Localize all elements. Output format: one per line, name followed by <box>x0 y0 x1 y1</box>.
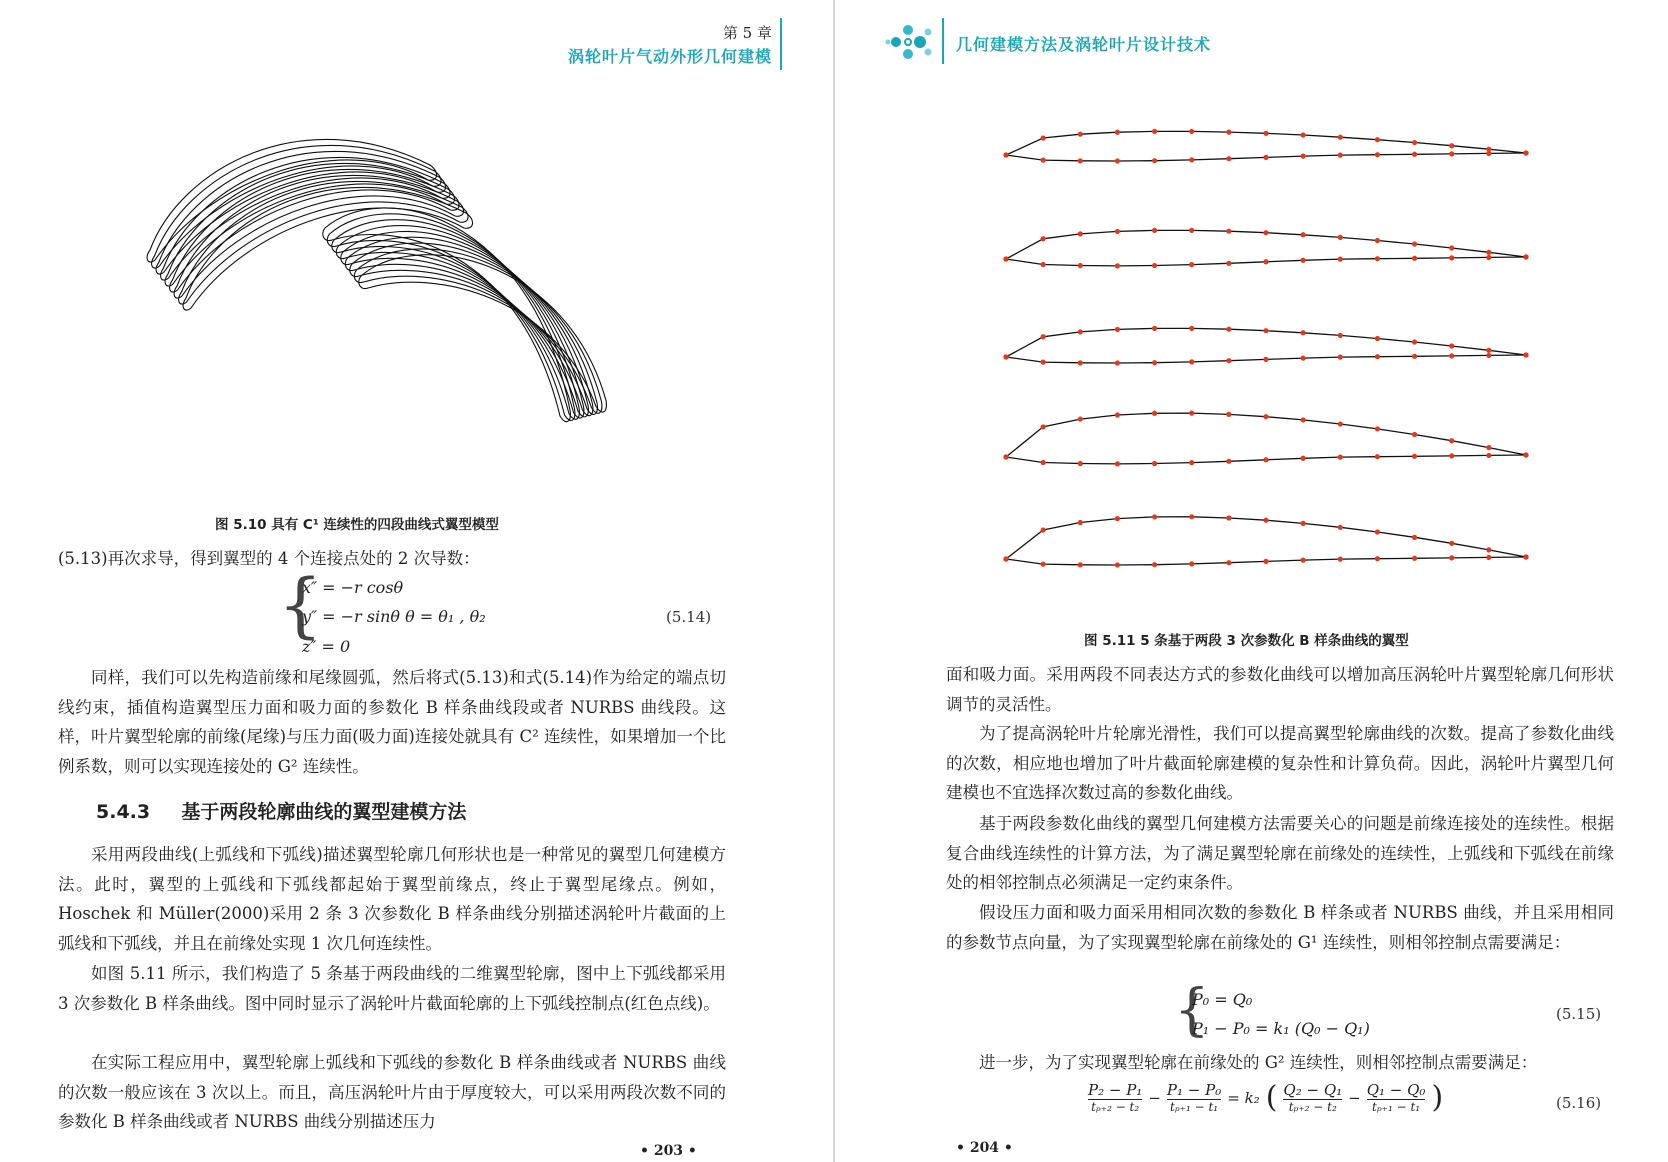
eq-5-15-line2: P₁ − P₀ = k₁ (Q₀ − Q₁) <box>1192 1019 1370 1038</box>
eq-5-16-equals: = k₂ <box>1227 1088 1260 1107</box>
control-point <box>1449 453 1454 458</box>
control-point <box>1003 256 1008 261</box>
control-point <box>1375 454 1380 459</box>
control-point <box>1301 232 1306 237</box>
page-number: • 204 • <box>956 1140 1013 1156</box>
eq-5-15-line1: P₀ = Q₀ <box>1192 990 1253 1009</box>
control-point <box>1412 432 1417 437</box>
control-point <box>1301 456 1306 461</box>
control-point <box>1338 257 1343 262</box>
control-point <box>1263 155 1268 160</box>
control-point <box>1003 152 1008 157</box>
control-point <box>1041 262 1046 267</box>
eq-5-16: P₂ − P₁ tₚ₊₂ − t₂ − P₁ − P₀ tₚ₊₁ − t₁ = k₂ ( Q₂ − Q₁ tₚ₊₂ − t₂ − Q₁ − Q₀ tₚ₊₁ − t₁ ) <box>1088 1080 1444 1115</box>
eq-5-16-frac3-den: tₚ₊₂ − t₂ <box>1283 1099 1342 1114</box>
control-point <box>1338 525 1343 530</box>
control-point <box>1486 445 1491 450</box>
control-point <box>1078 231 1083 236</box>
eq-brace: { <box>278 564 323 646</box>
control-point <box>1263 559 1268 564</box>
header-title: 涡轮叶片气动外形几何建模 <box>567 47 772 66</box>
control-point <box>1189 561 1194 566</box>
header-chapter: 第 5 章 <box>722 24 772 42</box>
eq-5-16-minus: − <box>1148 1088 1161 1107</box>
control-point <box>1041 135 1046 140</box>
control-point <box>1486 453 1491 458</box>
blade-profile-lower <box>323 208 571 422</box>
airfoil-upper-curve <box>1006 517 1526 559</box>
control-point <box>1301 132 1306 137</box>
control-point <box>1338 333 1343 338</box>
control-point <box>1412 339 1417 344</box>
right-page <box>836 0 1668 1162</box>
control-point <box>1375 152 1380 157</box>
control-point <box>1523 254 1528 259</box>
control-point <box>1115 516 1120 521</box>
control-point <box>1338 421 1343 426</box>
control-point <box>1449 255 1454 260</box>
control-point <box>1152 129 1157 134</box>
eq-5-15-number: (5.15) <box>1556 1005 1602 1023</box>
eq-5-16-frac2-den: tₚ₊₁ − t₁ <box>1167 1099 1221 1114</box>
control-point <box>1226 412 1231 417</box>
control-point <box>1003 556 1008 561</box>
blade-profile-lower <box>350 243 598 414</box>
eq-5-16-frac1-num: P₂ − P₁ <box>1088 1081 1143 1099</box>
page-number: • 203 • <box>640 1143 697 1159</box>
section-heading <box>96 797 466 824</box>
eq-5-16-frac4-num: Q₁ − Q₀ <box>1366 1081 1426 1099</box>
control-point <box>1375 529 1380 534</box>
control-point <box>1226 459 1231 464</box>
control-point <box>1263 414 1268 419</box>
eq-5-16-number: (5.16) <box>1556 1094 1602 1112</box>
control-point <box>1189 359 1194 364</box>
paragraph: 面和吸力面。采用两段不同表达方式的参数化曲线可以增加高压涡轮叶片翼型轮廓几何形状调节的灵活性。 <box>946 665 1614 714</box>
control-point <box>1449 353 1454 358</box>
figure-5-10 <box>140 110 640 500</box>
control-point <box>1152 158 1157 163</box>
control-point <box>1449 438 1454 443</box>
control-point <box>1263 328 1268 333</box>
control-point <box>1301 558 1306 563</box>
control-point <box>1226 327 1231 332</box>
control-point <box>1078 329 1083 334</box>
control-point <box>1375 556 1380 561</box>
section-number: 5.4.3 <box>96 801 151 823</box>
control-point <box>1041 527 1046 532</box>
control-point <box>1449 343 1454 348</box>
control-point <box>1078 520 1083 525</box>
control-point <box>1152 411 1157 416</box>
control-point <box>1263 230 1268 235</box>
eq-5-14-line3: z″ = 0 <box>302 637 351 656</box>
figure-5-11-caption: 图 5.11 5 条基于两段 3 次参数化 B 样条曲线的翼型 <box>1084 633 1409 649</box>
control-point <box>1152 562 1157 567</box>
control-point <box>1078 360 1083 365</box>
control-point <box>1338 557 1343 562</box>
control-point <box>1189 326 1194 331</box>
control-point <box>1226 130 1231 135</box>
paragraph: 同样，我们可以先构造前缘和尾缘圆弧，然后将式(5.13)和式(5.14)作为给定的端点切线约束，插值构造翼型压力面和吸力面的参数化 B 样条曲线段或者 NURBS 曲线段。这样，叶片翼型轮廓的前缘(尾缘)与压力面(吸力面)连接处就具有 C² 连续性，如果增加一个比例系数，则可以实现连接处的 G² 连续性。 <box>58 668 726 776</box>
control-point <box>1041 158 1046 163</box>
control-point <box>1152 461 1157 466</box>
control-point <box>1152 360 1157 365</box>
figure-5-10-caption: 图 5.10 具有 C¹ 连续性的四段曲线式翼型模型 <box>215 517 499 533</box>
control-point <box>1115 461 1120 466</box>
control-point <box>1449 245 1454 250</box>
paragraph: 在实际工程应用中，翼型轮廓上弧线和下弧线的参数化 B 样条曲线或者 NURBS 曲线的次数一般应该在 3 次以上。而且，高压涡轮叶片由于厚度较大，可以采用两段次数不同的参数化 B 样条曲线或者 NURBS 曲线分别描述压力 <box>58 1053 726 1131</box>
control-point <box>1115 412 1120 417</box>
control-point <box>1523 150 1528 155</box>
control-point <box>1003 354 1008 359</box>
blade-profile-lower <box>345 237 593 415</box>
control-point <box>1486 547 1491 552</box>
control-point <box>1412 152 1417 157</box>
eq-5-16-frac4-den: tₚ₊₁ − t₁ <box>1367 1099 1426 1114</box>
control-point <box>1375 354 1380 359</box>
control-point <box>1449 151 1454 156</box>
blade-profile-lower <box>332 220 580 420</box>
control-point <box>1263 131 1268 136</box>
control-point <box>1226 515 1231 520</box>
header-divider <box>942 18 944 64</box>
control-point <box>1226 156 1231 161</box>
control-point <box>1412 140 1417 145</box>
control-point <box>1412 354 1417 359</box>
control-point <box>1226 560 1231 565</box>
control-point <box>1449 541 1454 546</box>
control-point <box>1115 562 1120 567</box>
control-point <box>1226 229 1231 234</box>
control-point <box>1523 452 1528 457</box>
eq-5-14-line2: y″ = −r sinθ θ = θ₁ , θ₂ <box>302 607 486 626</box>
control-point <box>1263 357 1268 362</box>
paragraph: 假设压力面和吸力面采用相同次数的参数化 B 样条或者 NURBS 曲线，并且采用相同的参数节点向量，为了实现翼型轮廓在前缘处的 G¹ 连续性，则相邻控制点需要满足： <box>946 903 1614 952</box>
control-point <box>1189 514 1194 519</box>
control-point <box>1152 263 1157 268</box>
control-point <box>1486 250 1491 255</box>
control-point <box>1375 238 1380 243</box>
control-point <box>1486 151 1491 156</box>
control-point <box>1003 454 1008 459</box>
intro-line: (5.13)再次求导，得到翼型的 4 个连接点处的 2 次导数： <box>58 549 480 568</box>
control-point <box>1375 336 1380 341</box>
book-logo-icon <box>884 18 936 66</box>
control-point <box>1189 262 1194 267</box>
control-point <box>1263 518 1268 523</box>
control-point <box>1189 411 1194 416</box>
control-point <box>1078 562 1083 567</box>
control-point <box>1041 236 1046 241</box>
eq-brace: { <box>1174 978 1210 1043</box>
control-point <box>1338 153 1343 158</box>
control-point <box>1226 261 1231 266</box>
control-point <box>1041 424 1046 429</box>
airfoil-upper-curve <box>1006 413 1526 457</box>
blade-profile-upper <box>147 139 437 262</box>
control-point <box>1263 259 1268 264</box>
control-point <box>1375 426 1380 431</box>
paragraph: 如图 5.11 所示，我们构造了 5 条基于两段曲线的二维翼型轮廓，图中上下弧线都采用 3 次参数化 B 样条曲线。图中同时显示了涡轮叶片截面轮廓的上下弧线控制点(红色点线)。 <box>58 964 726 1013</box>
control-point <box>1301 521 1306 526</box>
control-point <box>1338 455 1343 460</box>
control-point <box>1486 353 1491 358</box>
control-point <box>1412 454 1417 459</box>
control-point <box>1263 457 1268 462</box>
control-point <box>1375 137 1380 142</box>
control-point <box>1189 460 1194 465</box>
paragraph: 采用两段曲线(上弧线和下弧线)描述翼型轮廓几何形状也是一种常见的翼型几何建模方法。此时，翼型的上弧线和下弧线都起始于翼型前缘点，终止于翼型尾缘点。例如，Hoschek 和 Müller(2000)采用 2 条 3 次参数化 B 样条曲线分别描述涡轮叶片截面的上弧线和下弧线，并且在前缘处实现 1 次几何连续性。 <box>58 845 726 953</box>
paragraph: 为了提高涡轮叶片轮廓光滑性，我们可以提高翼型轮廓曲线的次数。提高了参数化曲线的次数，相应地也增加了叶片截面轮廓建模的复杂性和计算负荷。因此，涡轮叶片翼型几何建模也不宜选择次数过高的参数化曲线。 <box>946 724 1614 802</box>
blade-profile-upper <box>152 145 442 268</box>
control-point <box>1041 460 1046 465</box>
eq-5-16-frac2-num: P₁ − P₀ <box>1166 1081 1222 1099</box>
control-point <box>1412 535 1417 540</box>
paragraph: 进一步，为了实现翼型轮廓在前缘处的 G² 连续性，则相邻控制点需要满足： <box>979 1053 1538 1072</box>
control-point <box>1412 556 1417 561</box>
control-point <box>1523 352 1528 357</box>
eq-5-14-number: (5.14) <box>666 608 712 626</box>
control-point <box>1078 263 1083 268</box>
control-point <box>1189 129 1194 134</box>
control-point <box>1486 348 1491 353</box>
control-point <box>1115 158 1120 163</box>
control-point <box>1189 228 1194 233</box>
control-point <box>1301 154 1306 159</box>
control-point <box>1115 229 1120 234</box>
book-spine <box>833 0 835 1162</box>
control-point <box>1041 334 1046 339</box>
control-point <box>1486 255 1491 260</box>
control-point <box>1041 360 1046 365</box>
control-point <box>1301 258 1306 263</box>
control-point <box>1226 358 1231 363</box>
eq-5-16-frac3-num: Q₂ − Q₁ <box>1283 1081 1343 1099</box>
control-point <box>1115 327 1120 332</box>
figure-5-11 <box>996 115 1556 615</box>
control-point <box>1152 228 1157 233</box>
blade-profile-lower <box>327 214 575 421</box>
control-point <box>1449 555 1454 560</box>
header-title: 几何建模方法及涡轮叶片设计技术 <box>956 35 1212 54</box>
control-point <box>1041 562 1046 567</box>
control-point <box>1115 360 1120 365</box>
paragraph: 基于两段参数化曲线的翼型几何建模方法需要关心的问题是前缘连接处的连续性。根据复合曲线连续性的计算方法，为了满足翼型轮廓在前缘处的连续性，上弧线和下弧线在前缘处的相邻控制点必须满足一定约束条件。 <box>946 814 1614 892</box>
control-point <box>1449 143 1454 148</box>
control-point <box>1078 132 1083 137</box>
control-point <box>1486 555 1491 560</box>
control-point <box>1338 235 1343 240</box>
control-point <box>1301 330 1306 335</box>
control-point <box>1375 256 1380 261</box>
control-point <box>1189 157 1194 162</box>
control-point <box>1412 241 1417 246</box>
control-point <box>1078 461 1083 466</box>
control-point <box>1078 416 1083 421</box>
control-point <box>1115 263 1120 268</box>
section-title: 基于两段轮廓曲线的翼型建模方法 <box>181 801 467 823</box>
control-point <box>1338 135 1343 140</box>
control-point <box>1152 326 1157 331</box>
control-point <box>1523 554 1528 559</box>
header-divider <box>780 18 782 70</box>
control-point <box>1301 417 1306 422</box>
blade-profile-lower <box>336 226 584 419</box>
control-point <box>1152 514 1157 519</box>
eq-5-14-line1: x″ = −r cosθ <box>302 578 404 597</box>
control-point <box>1301 356 1306 361</box>
control-point <box>1078 158 1083 163</box>
eq-5-16-frac1-den: tₚ₊₂ − t₂ <box>1088 1099 1142 1114</box>
control-point <box>1115 130 1120 135</box>
control-point <box>1338 355 1343 360</box>
control-point <box>1412 256 1417 261</box>
